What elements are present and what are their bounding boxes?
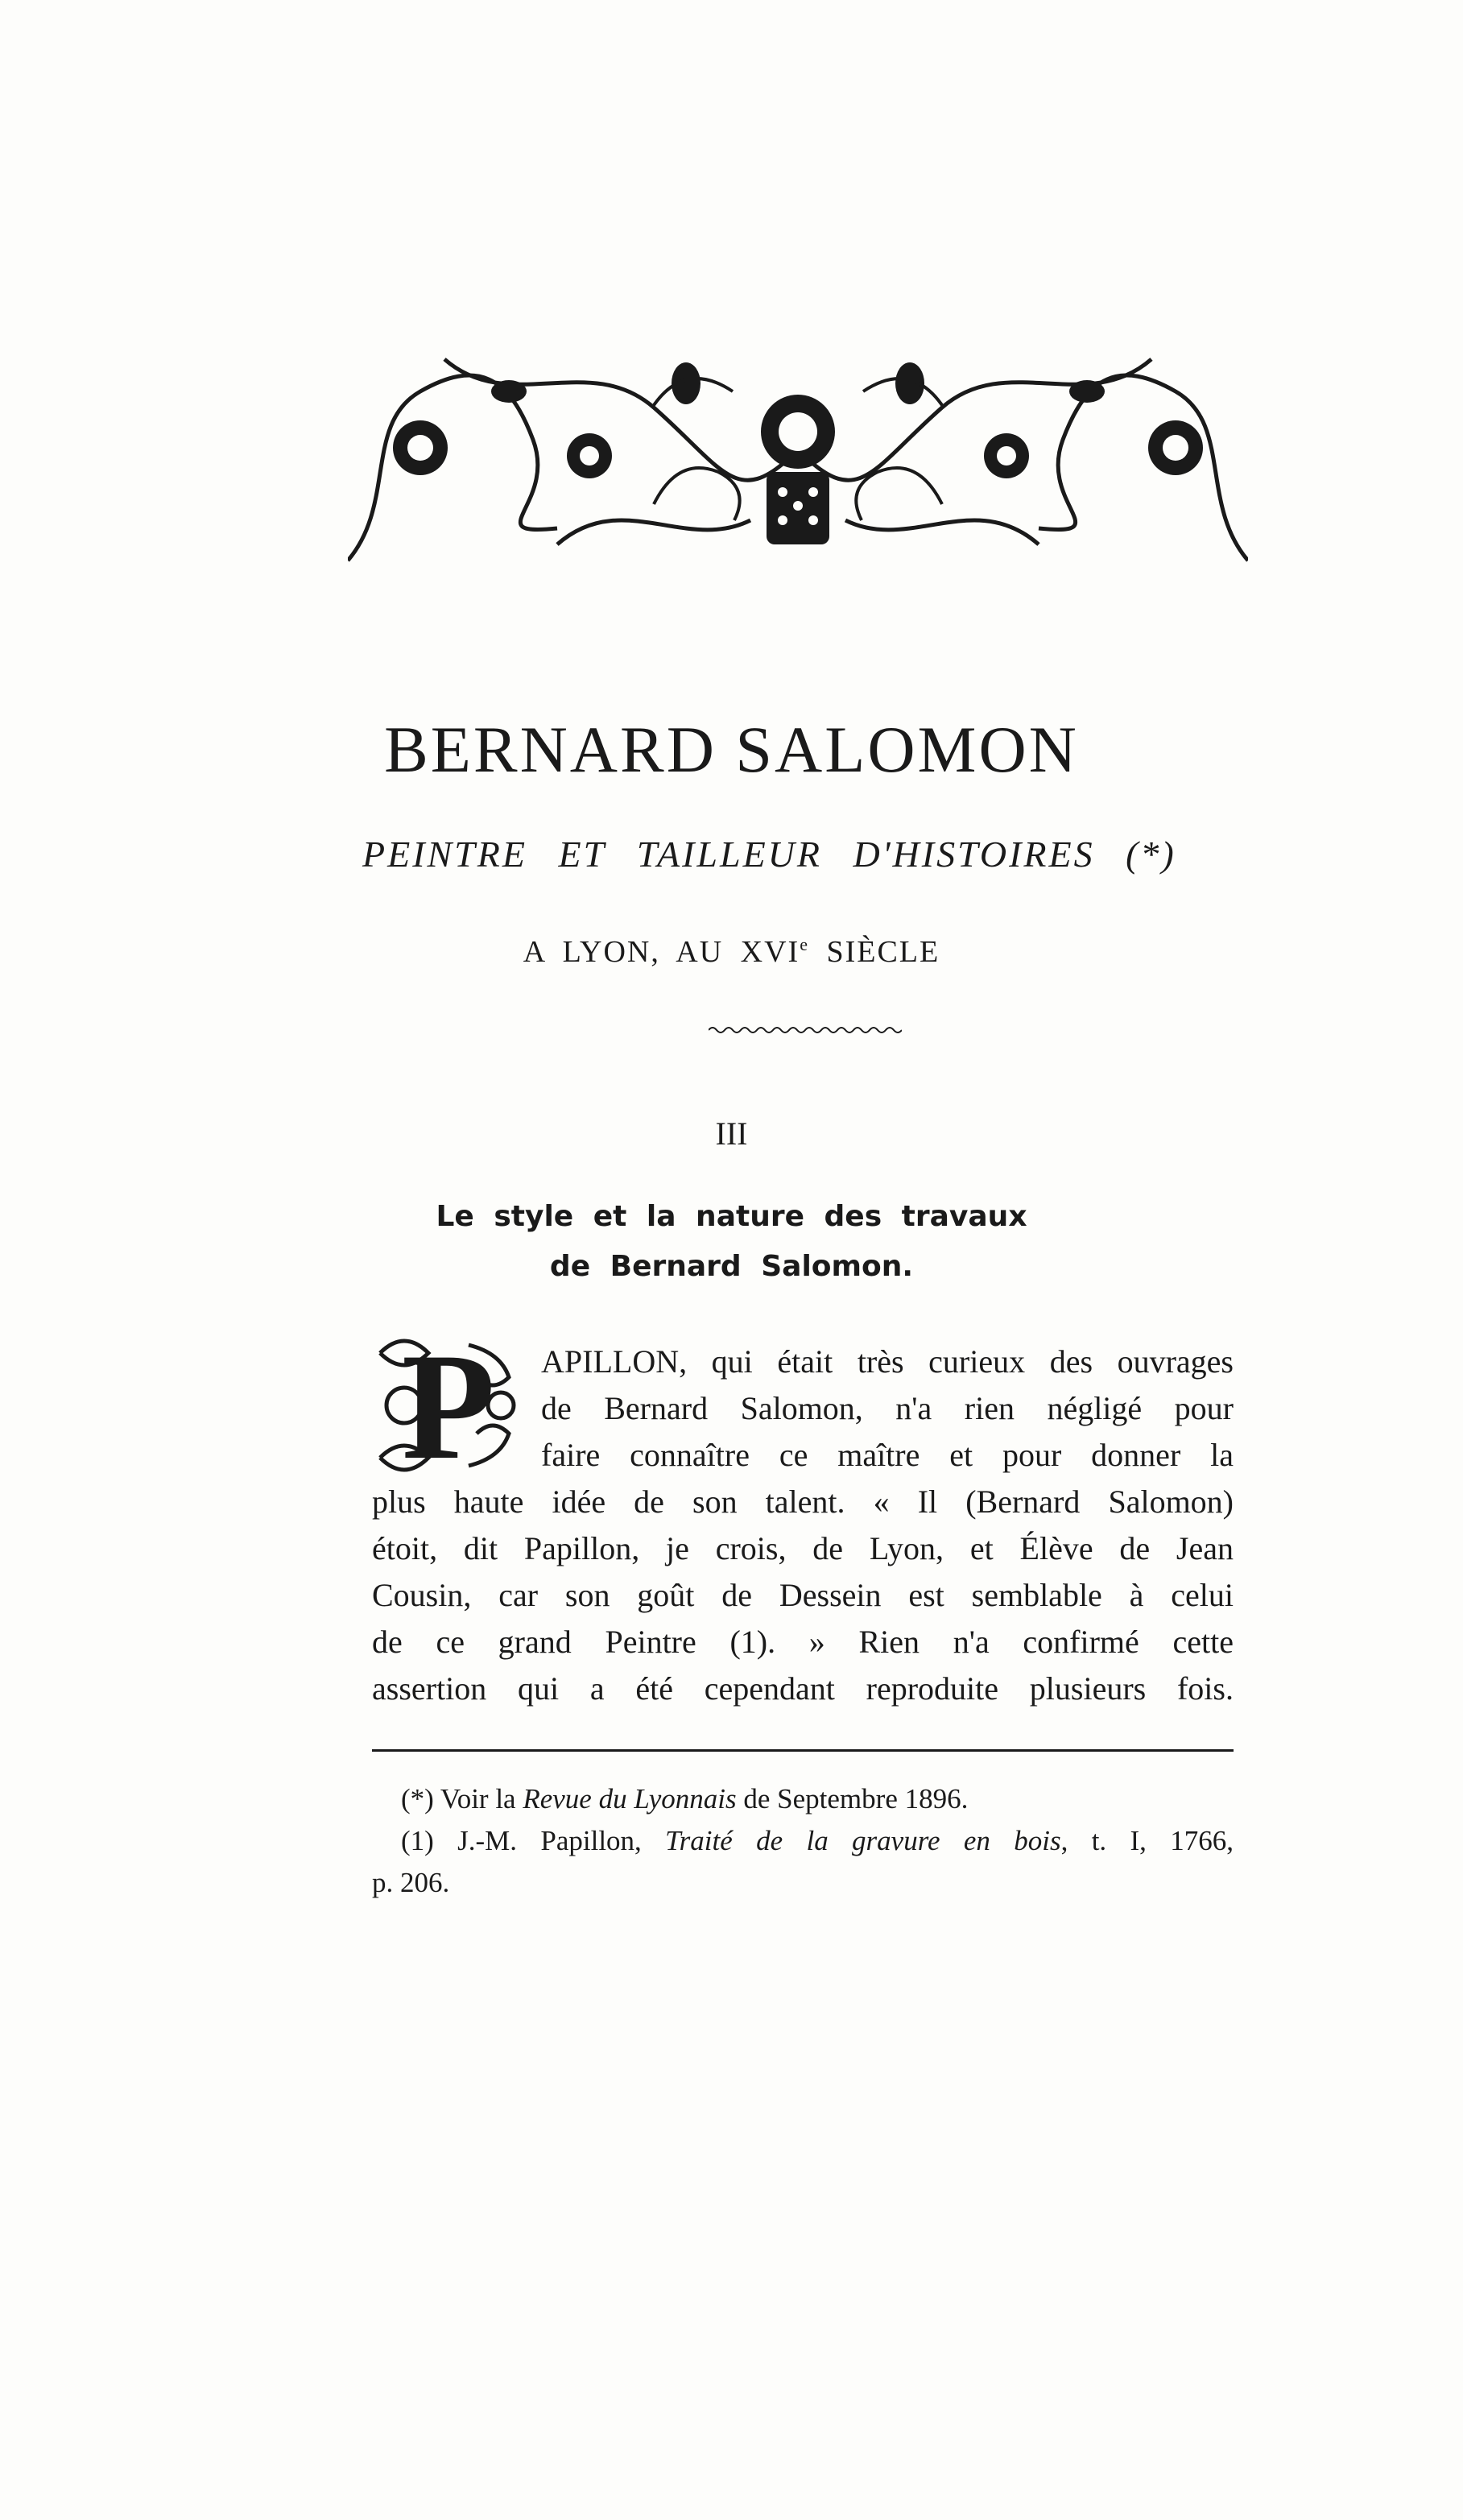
footnote-1-italic: Revue du Lyonnais (523, 1783, 737, 1814)
footnote-1-text-end: de Septembre 1896. (736, 1783, 969, 1814)
section-title-line-2: de Bernard Salomon. (549, 1250, 914, 1283)
svg-text:P: P (401, 1329, 496, 1482)
body-line: assertion qui a été cependant reproduite plusieurs fois. (372, 1670, 1234, 1707)
body-line: Cousin, car son goût de Dessein est semblable à celui (372, 1577, 1234, 1613)
body-line: plus haute idée de son talent. « Il (Bernard Salomon) (372, 1483, 1234, 1520)
footnote-2-text-end: , t. I, 1766, (1060, 1825, 1234, 1856)
footnote-rule (372, 1749, 1234, 1752)
section-title-line-1: Le style et la nature des travaux (436, 1200, 1027, 1233)
place-text: A LYON, AU XVI (523, 935, 800, 969)
page-title: BERNARD SALOMON (384, 713, 1079, 786)
footnote-1 (372, 1778, 1234, 1820)
footnote-2-italic: Traité de la gravure en bois (665, 1825, 1061, 1856)
body-line: de Bernard Salomon, n'a rien négligé pour (541, 1390, 1234, 1426)
subtitle: PEINTRE ET TAILLEUR D'HISTOIRES (*) (362, 834, 1176, 875)
place-text-end: SIÈCLE (808, 935, 940, 969)
wavy-divider-icon (709, 1024, 902, 1036)
footnotes (372, 1778, 1234, 1904)
place-superscript: e (800, 934, 809, 954)
footnote-2 (372, 1820, 1234, 1862)
place-line (0, 936, 1463, 967)
footnote-1-text: (*) Voir la (401, 1783, 523, 1814)
body-paragraph (372, 1339, 1234, 1712)
body-line: APILLON, qui était très curieux des ouvrages (541, 1343, 1234, 1380)
body-line: étoit, dit Papillon, je crois, de Lyon, et Élève de Jean (372, 1530, 1234, 1566)
floral-headpiece-ornament-icon (348, 343, 1248, 570)
footnote-2-text: (1) J.-M. Papillon, (401, 1825, 666, 1856)
footnote-2-continuation: p. 206. (372, 1867, 450, 1898)
body-line: faire connaître ce maître et pour donner la (541, 1437, 1234, 1473)
section-title (0, 1192, 1463, 1292)
section-number: III (715, 1115, 748, 1152)
body-line: de ce grand Peintre (1). » Rien n'a confirmé cette (372, 1624, 1234, 1660)
